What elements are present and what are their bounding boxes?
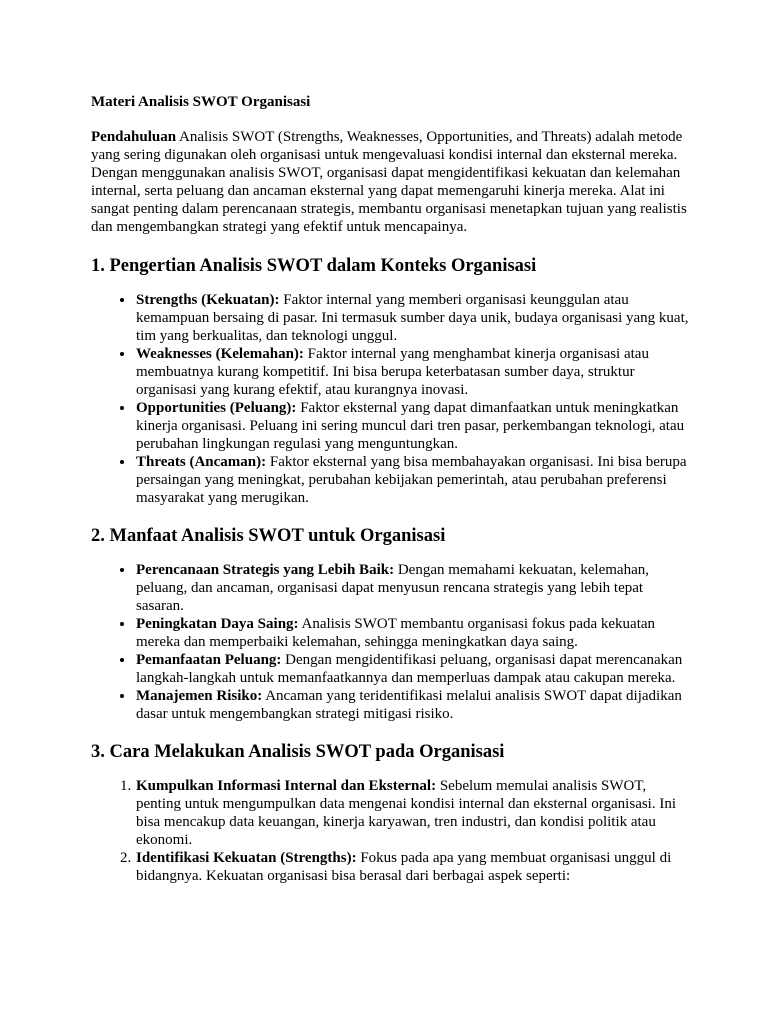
intro-text: Analisis SWOT (Strengths, Weaknesses, Opportunities, and Threats) adalah metode yang sering digunakan oleh organisasi untuk mengevaluasi kondisi internal dan eksternal mereka. Dengan menggunakan analisis SWOT, organisasi dapat mengidentifikasi kekuatan dan kelemahan internal, serta peluang dan ancaman eksternal yang dapat memengaruhi kinerja mereka. Alat ini sangat penting dalam perencanaan strategis, membantu organisasi menetapkan tujuan yang realistis dan mengembangkan strategi yang efektif untuk mencapainya. (91, 129, 687, 235)
list-item (135, 651, 691, 687)
list-item (135, 453, 691, 507)
swot-definition-list (91, 291, 691, 507)
list-item-term: Pemanfaatan Peluang: (136, 652, 282, 668)
list-item (135, 345, 691, 399)
list-item-term: Weaknesses (Kelemahan): (136, 346, 304, 362)
intro-lead: Pendahuluan (91, 129, 177, 145)
section-heading-3: 3. Cara Melakukan Analisis SWOT pada Organisasi (91, 742, 505, 762)
list-item-text: Faktor internal yang menghambat kinerja organisasi atau membuatnya kurang kompetitif. Ini bisa berupa keterbatasan sumber daya, struktur organisasi yang kurang efektif, atau kurangnya inovasi. (136, 346, 649, 398)
list-item-text: Ancaman yang teridentifikasi melalui analisis SWOT dapat dijadikan dasar untuk mengembangkan strategi mitigasi risiko. (136, 688, 682, 722)
list-item (135, 615, 691, 651)
list-item-text: Sebelum memulai analisis SWOT, penting untuk mengumpulkan data mengenai kondisi internal dan eksternal organisasi. Ini bisa mencakup data keuangan, kinerja karyawan, tren industri, dan kondisi politik atau ekonomi. (136, 778, 677, 848)
list-item-text: Analisis SWOT membantu organisasi fokus pada kekuatan mereka dan memperbaiki kelemahan, sehingga meningkatkan daya saing. (136, 616, 656, 650)
list-item-term: Threats (Ancaman): (136, 454, 267, 470)
swot-steps-list (91, 777, 691, 885)
list-item-text: Dengan mengidentifikasi peluang, organisasi dapat merencanakan langkah-langkah untuk memanfaatkannya dan memperluas dampak atau cakupan mereka. (136, 652, 683, 686)
list-item-term: Manajemen Risiko: (136, 688, 263, 704)
list-item-text: Faktor eksternal yang bisa membahayakan organisasi. Ini bisa berupa persaingan yang meningkat, perubahan kebijakan pemerintah, atau perubahan preferensi masyarakat yang merugikan. (136, 454, 687, 506)
list-item (135, 291, 691, 345)
list-item-text: Dengan memahami kekuatan, kelemahan, peluang, dan ancaman, organisasi dapat menyusun rencana strategis yang lebih tepat sasaran. (136, 562, 649, 614)
list-item-term: Identifikasi Kekuatan (Strengths): (136, 850, 357, 866)
list-item (135, 561, 691, 615)
list-item (135, 777, 691, 849)
list-item-term: Perencanaan Strategis yang Lebih Baik: (136, 562, 395, 578)
section-heading-2: 2. Manfaat Analisis SWOT untuk Organisasi (91, 526, 446, 546)
list-item (135, 687, 691, 723)
intro-paragraph (91, 128, 691, 236)
list-item-term: Opportunities (Peluang): (136, 400, 297, 416)
swot-benefits-list (91, 561, 691, 723)
list-item-text: Faktor eksternal yang dapat dimanfaatkan untuk meningkatkan kinerja organisasi. Peluang ini sering muncul dari tren pasar, perkembangan teknologi, atau perubahan lingkungan regulasi yang menguntungkan. (136, 400, 685, 452)
section-heading-1: 1. Pengertian Analisis SWOT dalam Konteks Organisasi (91, 256, 537, 276)
document-title: Materi Analisis SWOT Organisasi (91, 94, 311, 110)
list-item-text: Faktor internal yang memberi organisasi keunggulan atau kemampuan bersaing di pasar. Ini termasuk sumber daya unik, budaya organisasi yang kuat, tim yang berkualitas, dan teknologi unggul. (136, 292, 689, 344)
list-item (135, 849, 691, 885)
list-item-text: Fokus pada apa yang membuat organisasi unggul di bidangnya. Kekuatan organisasi bisa berasal dari berbagai aspek seperti: (136, 850, 672, 884)
document-body (91, 92, 691, 885)
list-item-term: Kumpulkan Informasi Internal dan Eksternal: (136, 778, 437, 794)
list-item-term: Peningkatan Daya Saing: (136, 616, 299, 632)
list-item (135, 399, 691, 453)
list-item-term: Strengths (Kekuatan): (136, 292, 280, 308)
